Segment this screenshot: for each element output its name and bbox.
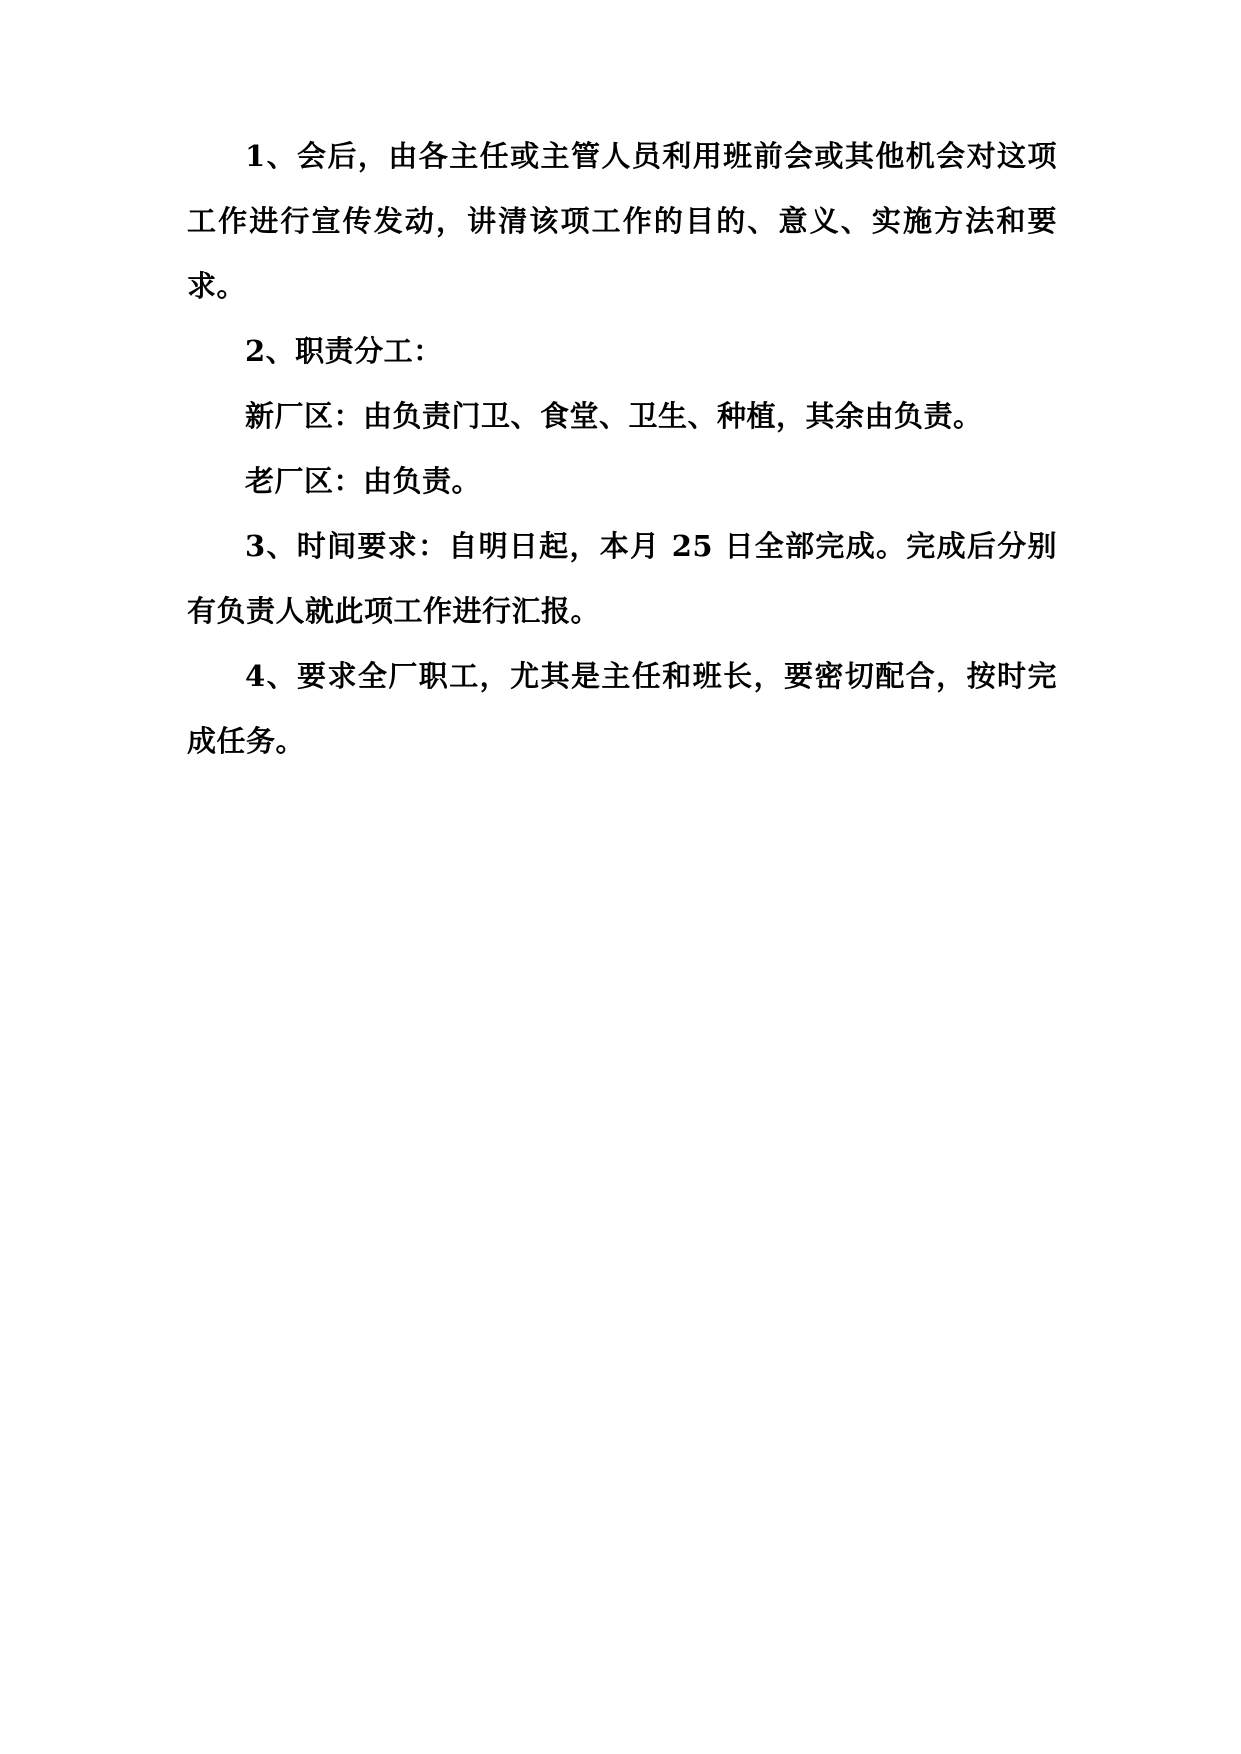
paragraph-new-plant-area: 新厂区：由负责门卫、食堂、卫生、种植，其余由负责。 [245, 399, 983, 433]
paragraph-3-time-requirement: 3、时间要求：自明日起，本月 25 日全部完成。完成后分别有负责人就此项工作进行汇报。 [187, 529, 1057, 628]
paragraph-1-publicity: 1、会后，由各主任或主管人员利用班前会或其他机会对这项工作进行宣传发动，讲清该项工作的目的、意义、实施方法和要求。 [187, 139, 1057, 303]
document-body [187, 124, 1057, 774]
paragraph-2-division-of-duties: 2、职责分工： [245, 334, 443, 368]
paragraph-4-staff-requirement: 4、要求全厂职工，尤其是主任和班长，要密切配合，按时完成任务。 [187, 659, 1057, 758]
paragraph-old-plant-area: 老厂区：由负责。 [245, 464, 482, 498]
